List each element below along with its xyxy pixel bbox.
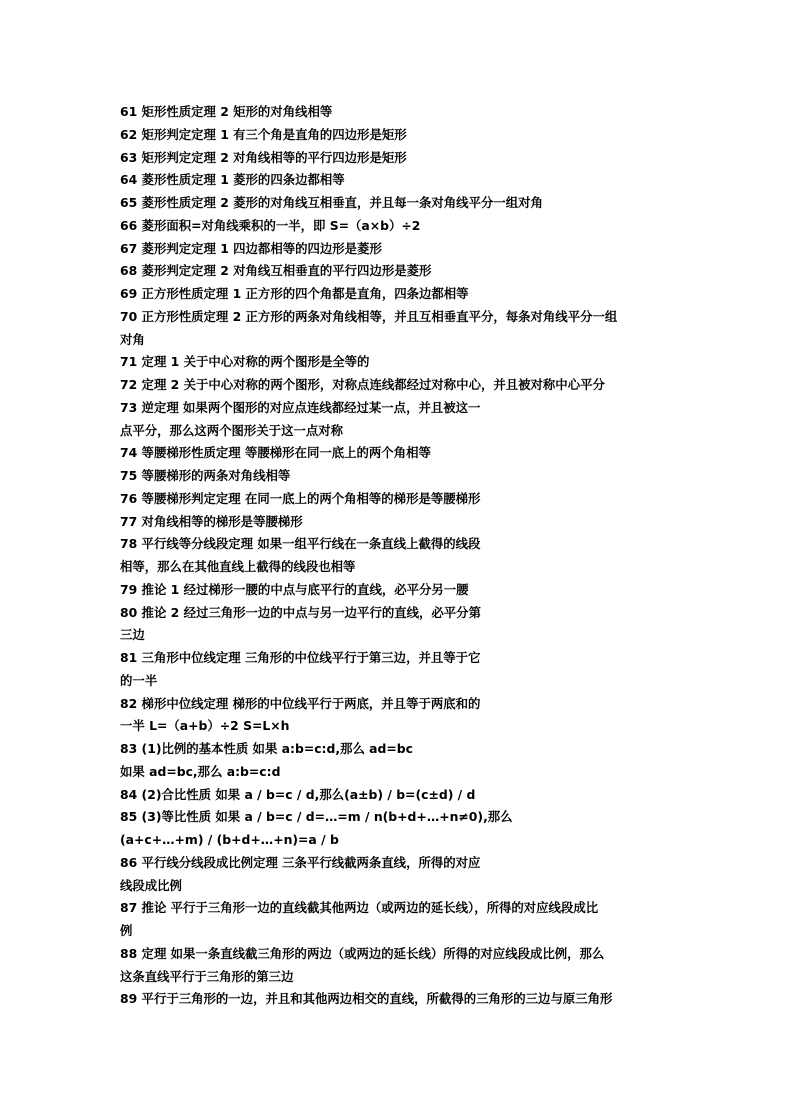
text-line: 84 (2)合比性质 如果 a / b=c / d,那么(a±b) / b=(c±d) / d bbox=[120, 786, 476, 802]
text-line: 81 三角形中位线定理 三角形的中位线平行于第三边，并且等于它 bbox=[120, 650, 481, 665]
text-line: 相等，那么在其他直线上截得的线段也相等 bbox=[120, 559, 356, 574]
text-line: 的一半 bbox=[120, 672, 158, 688]
text-line: 点平分，那么这两个图形关于这一点对称 bbox=[120, 422, 344, 438]
text-line: 64 菱形性质定理 1 菱形的四条边都相等 bbox=[120, 172, 345, 188]
text-line: 74 等腰梯形性质定理 等腰梯形在同一底上的两个角相等 bbox=[120, 445, 431, 461]
text-line: 77 对角线相等的梯形是等腰梯形 bbox=[120, 513, 303, 529]
text-line: 85 (3)等比性质 如果 a / b=c / d=…=m / n(b+d+…+n≠0),那么 bbox=[120, 809, 513, 825]
text-line: 82 梯形中位线定理 梯形的中位线平行于两底，并且等于两底和的 bbox=[120, 695, 481, 711]
text-line: 71 定理 1 关于中心对称的两个图形是全等的 bbox=[120, 354, 370, 370]
text-line: 80 推论 2 经过三角形一边的中点与另一边平行的直线，必平分第 bbox=[120, 604, 481, 620]
text-line: 65 菱形性质定理 2 菱形的对角线互相垂直，并且每一条对角线平分一组对角 bbox=[120, 195, 543, 210]
text-line: (a+c+…+m) / (b+d+…+n)=a / b bbox=[120, 832, 339, 847]
text-line: 86 平行线分线段成比例定理 三条平行线截两条直线，所得的对应 bbox=[120, 854, 481, 870]
text-line: 对角 bbox=[120, 331, 145, 347]
text-line: 这条直线平行于三角形的第三边 bbox=[120, 968, 294, 984]
text-line: 83 (1)比例的基本性质 如果 a:b=c:d,那么 ad=bc bbox=[120, 741, 414, 756]
text-line: 73 逆定理 如果两个图形的对应点连线都经过某一点，并且被这一 bbox=[120, 399, 481, 415]
text-line: 如果 ad=bc,那么 a:b=c:d bbox=[120, 763, 281, 779]
text-line: 62 矩形判定定理 1 有三个角是直角的四边形是矩形 bbox=[120, 126, 407, 142]
text-line: 68 菱形判定定理 2 对角线互相垂直的平行四边形是菱形 bbox=[120, 263, 432, 279]
text-line: 63 矩形判定定理 2 对角线相等的平行四边形是矩形 bbox=[120, 149, 407, 165]
text-line: 70 正方形性质定理 2 正方形的两条对角线相等，并且互相垂直平分，每条对角线平分一组 bbox=[120, 308, 618, 324]
text-line: 例 bbox=[120, 923, 133, 938]
text-line: 72 定理 2 关于中心对称的两个图形，对称点连线都经过对称中心，并且被对称中心平分 bbox=[120, 377, 605, 392]
text-line: 76 等腰梯形判定定理 在同一底上的两个角相等的梯形是等腰梯形 bbox=[120, 490, 481, 506]
document-body bbox=[120, 101, 690, 1011]
text-line: 66 菱形面积=对角线乘积的一半，即 S=（a×b）÷2 bbox=[120, 217, 421, 233]
text-line: 三边 bbox=[120, 627, 145, 643]
text-line: 一半 L=（a+b）÷2 S=L×h bbox=[120, 718, 290, 734]
text-line: 69 正方形性质定理 1 正方形的四个角都是直角，四条边都相等 bbox=[120, 286, 469, 301]
text-line: 89 平行于三角形的一边，并且和其他两边相交的直线，所截得的三角形的三边与原三角形 bbox=[120, 991, 613, 1007]
text-line: 78 平行线等分线段定理 如果一组平行线在一条直线上截得的线段 bbox=[120, 536, 481, 552]
text-line: 87 推论 平行于三角形一边的直线截其他两边（或两边的延长线），所得的对应线段成比 bbox=[120, 900, 599, 916]
text-line: 79 推论 1 经过梯形一腰的中点与底平行的直线，必平分另一腰 bbox=[120, 581, 469, 597]
text-line: 75 等腰梯形的两条对角线相等 bbox=[120, 468, 291, 483]
text-line: 线段成比例 bbox=[120, 877, 182, 893]
text-line: 61 矩形性质定理 2 矩形的对角线相等 bbox=[120, 104, 333, 119]
text-line: 88 定理 如果一条直线截三角形的两边（或两边的延长线）所得的对应线段成比例，那么 bbox=[120, 945, 605, 961]
text-line: 67 菱形判定定理 1 四边都相等的四边形是菱形 bbox=[120, 240, 382, 256]
